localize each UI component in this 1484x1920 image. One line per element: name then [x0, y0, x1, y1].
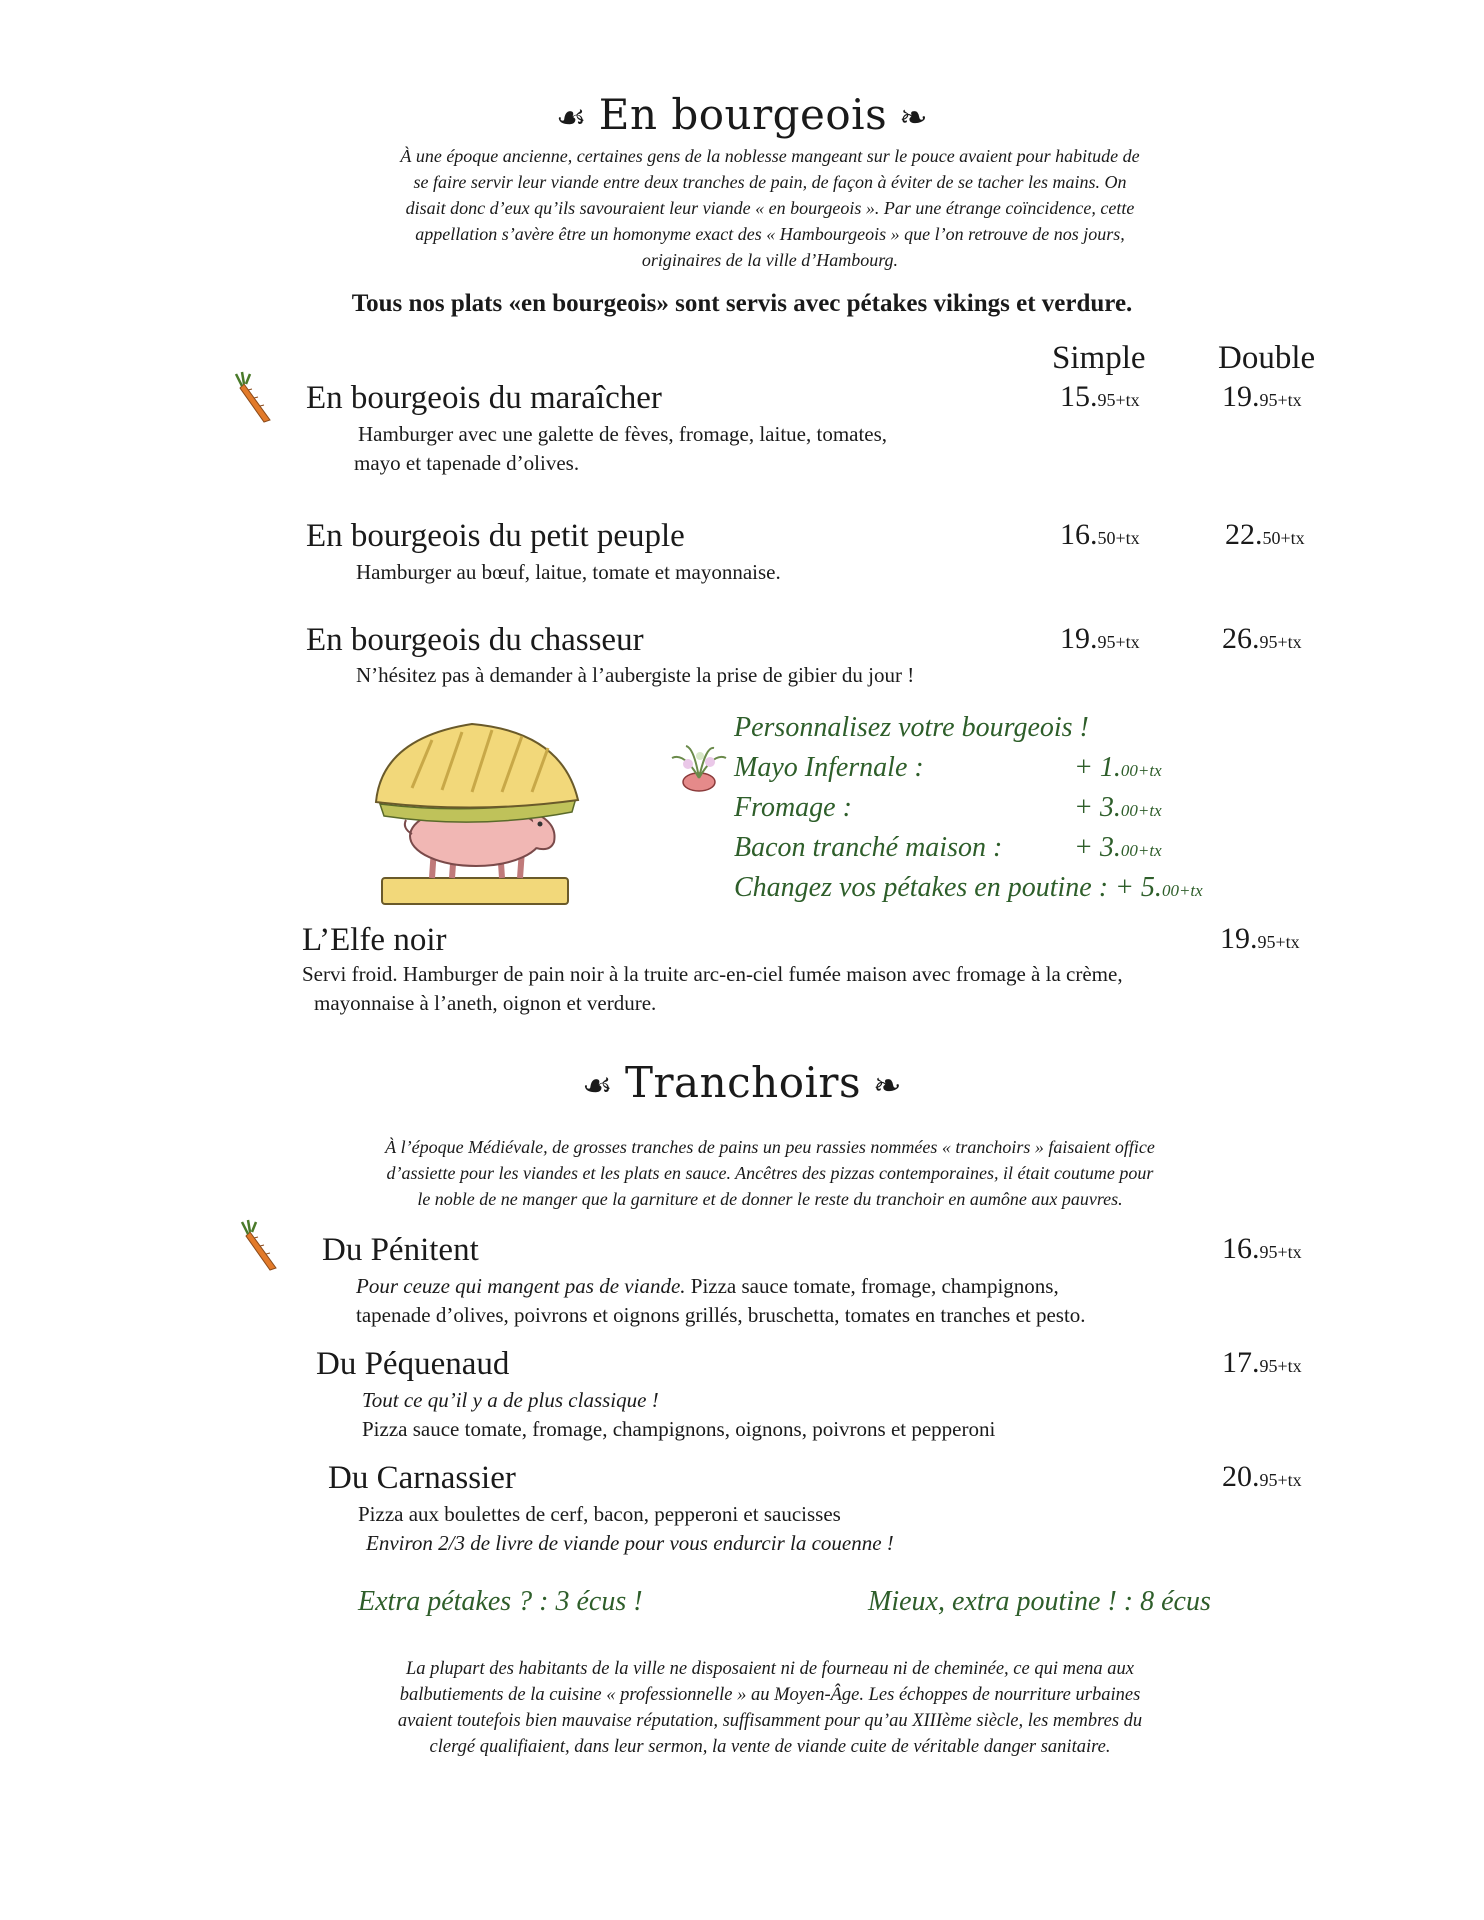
option-price [1074, 788, 1162, 831]
price-cents: 00+tx [1120, 841, 1162, 860]
column-header-double: Double [1218, 340, 1316, 376]
option-price [1074, 828, 1162, 871]
extra-poutine: Mieux, extra poutine ! : 8 écus [868, 1586, 1211, 1617]
price-main: + 3. [1074, 792, 1121, 823]
price-main: 20. [1222, 1460, 1260, 1493]
price-double [1225, 518, 1305, 552]
price-main: + 1. [1074, 752, 1121, 783]
section-intro [270, 1134, 1270, 1212]
description-line [362, 1386, 1262, 1415]
price-main: 16. [1222, 1232, 1260, 1265]
price-main: 19. [1060, 622, 1098, 655]
price-double [1222, 380, 1302, 414]
tagline: Tous nos plats «en bourgeois» sont servis avec pétakes vikings et verdure. [351, 290, 1133, 317]
intro-line: À l’époque Médiévale, de grosses tranches de pains un peu rassies nommées « tranchoirs » faisaient office [385, 1137, 1155, 1157]
price-simple [1060, 380, 1140, 414]
dish-name: Du Carnassier [328, 1460, 516, 1496]
price-main: 22. [1225, 518, 1263, 551]
description-line: Pizza aux boulettes de cerf, bacon, pepperoni et saucisses [358, 1502, 841, 1526]
dish-description [356, 558, 1056, 587]
section-title-tranchoirs [0, 1058, 1484, 1107]
price-main: 15. [1060, 380, 1098, 413]
pig-bread-illustration [372, 718, 582, 910]
price-main: 19. [1220, 922, 1258, 955]
intro-line: originaires de la ville d’Hambourg. [641, 250, 899, 270]
customize-box [734, 708, 1294, 911]
price-cents: 95+tx [1259, 1470, 1302, 1490]
price-simple [1060, 622, 1140, 656]
intro-line: se faire servir leur viande entre deux tranches de pain, de façon à éviter de se tacher les mains. On [413, 172, 1127, 192]
dish-description [302, 960, 1322, 1018]
section-title-en-bourgeois [0, 90, 1484, 139]
price [1220, 922, 1300, 956]
option-label: Bacon tranché maison : [734, 832, 1003, 863]
description-line [366, 1529, 1258, 1558]
footer-line: clergé qualifiaient, dans leur sermon, la vente de viande cuite de véritable danger sanitaire. [429, 1737, 1111, 1757]
price-main: 19. [1222, 380, 1260, 413]
dish-name: L’Elfe noir [302, 922, 447, 958]
dish-description [356, 661, 1116, 690]
description-line: Servi froid. Hamburger de pain noir à la truite arc-en-ciel fumée maison avec fromage à la crème, [302, 962, 1123, 986]
price [1222, 1346, 1302, 1380]
dish-name: En bourgeois du petit peuple [306, 518, 685, 554]
fleuron-right-icon: ❧ [873, 1066, 903, 1106]
carrot-icon [234, 370, 280, 424]
option-label: Changez vos pétakes en poutine : [734, 872, 1116, 903]
flower-garnish-icon [664, 742, 734, 794]
dish-description [354, 420, 1058, 478]
column-header-simple: Simple [1052, 340, 1146, 376]
price [1222, 1232, 1302, 1266]
price-main: + 3. [1074, 832, 1121, 863]
section-intro [290, 143, 1250, 273]
price-main: 17. [1222, 1346, 1260, 1379]
price-simple [1060, 518, 1140, 552]
intro-line: À une époque ancienne, certaines gens de la noblesse mangeant sur le pouce avaient pour habitude de [400, 146, 1140, 166]
footer-line: La plupart des habitants de la ville ne disposaient ni de fourneau ni de cheminée, ce qui mena aux [405, 1659, 1135, 1679]
price-cents: 00+tx [1120, 761, 1162, 780]
option-label: Mayo Infernale : [734, 752, 924, 783]
price [1222, 1460, 1302, 1494]
carrot-icon [240, 1218, 286, 1272]
dish-name: Du Pénitent [322, 1232, 479, 1268]
price-double [1222, 622, 1302, 656]
dish-name: En bourgeois du chasseur [306, 622, 644, 658]
customize-option [734, 788, 1294, 828]
footer-line: avaient toutefois bien mauvaise réputation, suffisamment pour qu’au XIIIème siècle, les membres du [397, 1711, 1143, 1731]
price-cents: 95+tx [1259, 1242, 1302, 1262]
footer-line: balbutiements de la cuisine « professionnelle » au Moyen-Âge. Les échoppes de nourriture urbaines [399, 1685, 1141, 1705]
price-main: 16. [1060, 518, 1098, 551]
extra-petakes: Extra pétakes ? : 3 écus ! [358, 1586, 643, 1617]
price-cents: 95+tx [1097, 632, 1140, 652]
description-italic: Environ 2/3 de livre de viande pour vous endurcir la couenne ! [366, 1531, 894, 1555]
price-cents: 50+tx [1262, 528, 1305, 548]
customize-option [734, 748, 1294, 788]
intro-line: le noble de ne manger que la garniture et de donner le reste du tranchoir en aumône aux pauvres. [417, 1189, 1123, 1209]
description-line: mayo et tapenade d’olives. [354, 451, 580, 475]
section-title-text: Tranchoirs [624, 1058, 862, 1107]
intro-line: appellation s’avère être un homonyme exact des « Hambourgeois » que l’on retrouve de nos jours, [415, 224, 1125, 244]
price-main: + 5. [1115, 872, 1162, 903]
description-line: Hamburger avec une galette de fèves, fromage, laitue, tomates, [358, 422, 888, 446]
dish-name: Du Péquenaud [316, 1346, 510, 1382]
dish-description [358, 1500, 1258, 1558]
customize-option [734, 828, 1294, 868]
description-text: Pizza sauce tomate, fromage, champignons, [685, 1274, 1059, 1298]
description-line: Pizza sauce tomate, fromage, champignons, oignons, poivrons et pepperoni [362, 1417, 996, 1441]
fleuron-right-icon: ❧ [899, 98, 929, 138]
option-price [1074, 748, 1162, 791]
price-cents: 50+tx [1097, 528, 1140, 548]
section-title-text: En bourgeois [598, 90, 888, 139]
dish-name: En bourgeois du maraîcher [306, 380, 662, 416]
price-cents: 00+tx [1161, 881, 1203, 900]
fleuron-left-icon: ☙ [581, 1066, 613, 1106]
intro-line: d’assiette pour les viandes et les plats en sauce. Ancêtres des pizzas contemporaines, il était coutume pour [386, 1163, 1154, 1183]
description-line: N’hésitez pas à demander à l’aubergiste la prise de gibier du jour ! [356, 663, 915, 687]
price-cents: 95+tx [1259, 390, 1302, 410]
description-line: Hamburger au bœuf, laitue, tomate et mayonnaise. [356, 560, 781, 584]
intro-line: disait donc d’eux qu’ils savouraient leur viande « en bourgeois ». Par une étrange coïncidence, cette [405, 198, 1135, 218]
footer-note [290, 1656, 1250, 1760]
price-main: 26. [1222, 622, 1260, 655]
dish-description [356, 1272, 1316, 1330]
description-italic: Pour ceuze qui mangent pas de viande. [356, 1274, 686, 1298]
customize-poutine [734, 868, 1294, 911]
price-cents: 95+tx [1259, 632, 1302, 652]
description-line [356, 1272, 1316, 1301]
price-cents: 00+tx [1120, 801, 1162, 820]
fleuron-left-icon: ☙ [555, 98, 587, 138]
description-line: mayonnaise à l’aneth, oignon et verdure. [314, 991, 657, 1015]
price-cents: 95+tx [1259, 1356, 1302, 1376]
customize-title: Personnalisez votre bourgeois ! [734, 712, 1089, 743]
description-line: tapenade d’olives, poivrons et oignons grillés, bruschetta, tomates en tranches et pesto. [356, 1303, 1086, 1327]
price-cents: 95+tx [1097, 390, 1140, 410]
option-label: Fromage : [734, 792, 852, 823]
price-cents: 95+tx [1257, 932, 1300, 952]
description-italic: Tout ce qu’il y a de plus classique ! [362, 1388, 659, 1412]
dish-description [362, 1386, 1262, 1444]
